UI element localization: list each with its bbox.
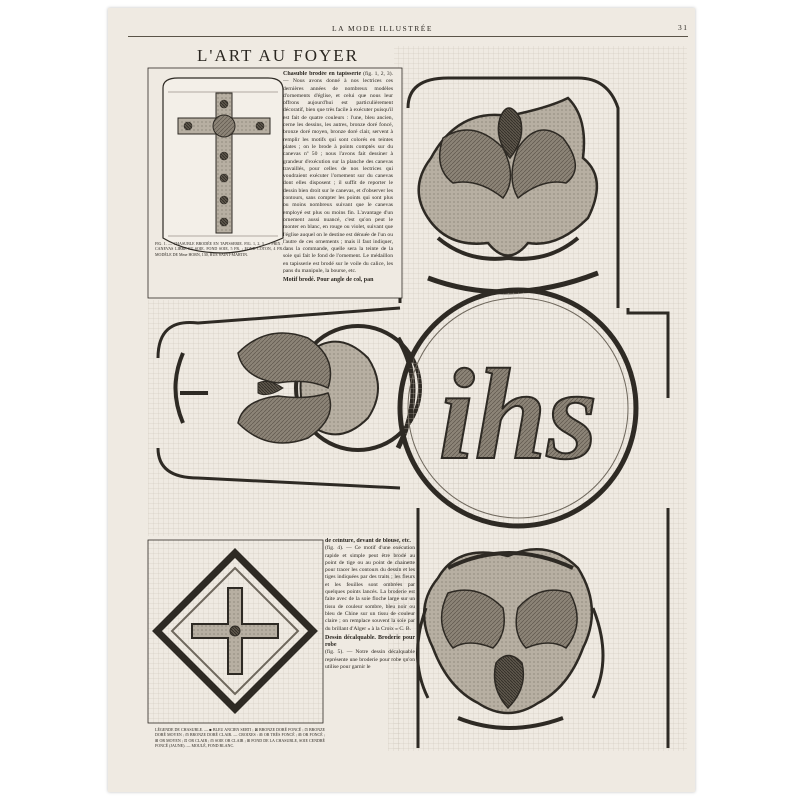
section3-body: (fig. 5). — Notre dessin décalquable représente une broderie pour robe qu'on utilise pour garnir le bbox=[325, 649, 415, 671]
caption-legend: LÉGENDE DE CHASUBLE. — ■ BLEU ANCIEN SERTI ; ⊠ BRONZE DORÉ FONCÉ ; ⊡ BRONZE DORÉ MOYEN ; ⊟ BRONZE DORÉ CLAIR. — CROIXES : ⊞ OR TRÈS FONCÉ ; ⊞ OR FONCÉ ; ⊞ OR MOYEN ; ⊡ OR CLAIR ; ⊟ SOIE OR CLAIR ; ⊞ FOND DE LA CHASUBLE, SOIE CENDRÉ FONCÉ (JAUNE). — MOULÉ, FOND BLANC. bbox=[155, 727, 325, 749]
cross-motif bbox=[148, 540, 323, 723]
section2-body: (fig. 4). — Ce motif d'une exécution rapide et simple peut être brodé au point de tige ou au point de chainette pour tracer les contours du dessin et les tiges indiquées par des traits ; les fleurs et les feuilles sont ombrées par quelques points lancés. La broderie est faite avec de la soie floche large sur un tissu de couleur sombre, bleu noir ou bleu de Chine sur un tissu de couleur claire ; on remplace souvent la soie par du brillant d'Alger « à la Croix » C. B. bbox=[325, 545, 415, 632]
section1-body: — Nous avons donné à nos lectrices ces dernières années de nombreux modèles d'ornements d'église, et celui que nous leur offrons aujourd'hui est particulièrement décoratif, bien que très facile à exécuter puisqu'il est fait de quatre couleurs : l'une, bleu ancien, cerne les dessins, les autres, bronze doré foncé, bronze doré moyen, bronze doré clair, servent à remplir les motifs qui sont colorés en teintes plates ; on le brode à points comptés sur du canevas nº 50 ; nous l'avons fait dessiner à grandeur d'exécution sur la planche des canevas travaillés, pour celles de nos lectrices qui voudraient exécuter l'ornement sur du canevas dont elles disposent ; il suffit de reporter le dessin bien droit sur le canevas, et d'observer les contours, sans compter les points qui sont plus ou moins nombreux suivant que le canevas employé est plus ou moins fin. L'avantage d'un ornement aussi nuancé, c'est qu'on peut le monter en blanc, en rouge ou violet, suivant que l'église auquel on le destine est dénuée de l'un ou l'autre de ces ornements ; mais il faut indiquer, dans la commande, quelle sera la teinte de la soie qui fait le fond de l'ornement. Le médaillon en tapisserie est brodé sur le voile du calice, les pans du manipule, la bourse, etc. bbox=[283, 78, 393, 275]
section1-heading: Chasuble brodée en tapisserie bbox=[283, 71, 362, 77]
text-column-lower bbox=[325, 538, 415, 788]
section3-heading: Dessin décalquable. Broderie pour robe bbox=[325, 634, 415, 649]
section1-ref: (fig. 1, 2, 3). bbox=[363, 71, 393, 77]
ihs-monogram: ihs bbox=[438, 343, 598, 487]
ihs-medallion bbox=[400, 290, 636, 526]
page-number: 31 bbox=[678, 23, 689, 32]
text-column-upper bbox=[283, 71, 393, 301]
publication-name: LA MODE ILLUSTRÉE bbox=[332, 24, 433, 33]
article-title: L'ART AU FOYER bbox=[197, 46, 359, 65]
header-rule bbox=[128, 36, 688, 37]
section2-heading-cont: de ceinture, devant de blouse, etc. bbox=[325, 538, 411, 544]
magazine-page bbox=[108, 8, 695, 792]
caption-fig1: FIG. 1. — CHASUBLE BRODÉE EN TAPISSERIE. FIG. 1, 2, 3. — PRIX : CANEVAS LIBRE ET SOIE, FOND SOIE, 5 FR. ; FOND COTON, 4 FR. MODÈLE DE Mme HORN, 130, RUE SAINT-MARTIN. bbox=[155, 241, 283, 257]
section2-heading: Motif brodé. Pour angle de col, pan bbox=[283, 277, 374, 284]
